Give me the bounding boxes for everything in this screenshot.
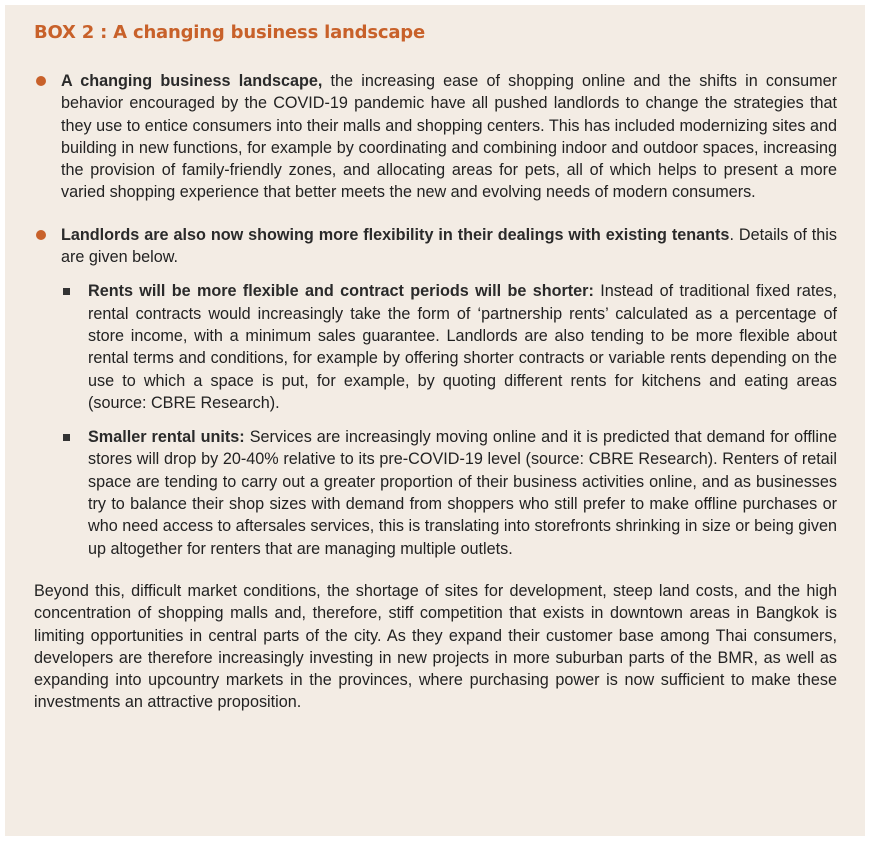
bullet-paragraph <box>61 70 837 204</box>
bullet-item <box>34 70 837 204</box>
sub-bullet-list <box>61 280 837 560</box>
square-bullet-icon <box>63 434 70 441</box>
bullet-list <box>34 70 837 560</box>
bullet-dot-icon <box>36 230 46 240</box>
bullet-text: the increasing ease of shopping online and the shifts in consumer behavior encouraged by the COVID-19 pandemic have all pushed landlords to change the strategies that they use to entice consumers into their malls and shopping centers. This has included modernizing sites and building in new functions, for example by coordinating and combining indoor and outdoor spaces, increasing the provision of family-friendly zones, and allocating areas for pets, all of which helps to present a more varied shopping experience that better meets the new and evolving needs of modern consumers. <box>61 72 837 202</box>
box-title: BOX 2 : A changing business landscape <box>34 22 425 43</box>
bullet-lead: A changing business landscape, <box>61 72 323 90</box>
closing-paragraph: Beyond this, difficult market conditions, the shortage of sites for development, steep land costs, and the high concentration of shopping malls and, therefore, stiff competition that exists in downtown areas in Bangkok is limiting opportunities in central parts of the city. As they expand their customer base among Thai consumers, developers are therefore increasingly investing in new projects in more suburban parts of the BMR, as well as expanding into upcountry markets in the provinces, where purchasing power is now sufficient to make these investments an attractive proposition. <box>34 581 837 712</box>
bullet-lead: Landlords are also now showing more flexibility in their dealings with existing tenants <box>61 225 730 244</box>
sub-bullet-text: Instead of traditional fixed rates, rental contracts would increasingly take the form of ‘partnership rents’ calculated as a percentage of store income, with a minimum sales guarantee. Landlords are also tending to be more flexible about rental terms and conditions, for example by offering shorter contracts or variable rents depending on the use to which a space is put, for example, by quoting different rents for kitchens and eating areas (source: CBRE Research). <box>88 282 837 412</box>
sub-bullet-item <box>61 426 837 560</box>
sub-bullet-paragraph <box>88 280 837 414</box>
bullet-item <box>34 224 837 560</box>
sub-bullet-lead: Smaller rental units: <box>88 428 245 447</box>
bullet-text: . Details of this are given below. <box>61 225 837 267</box>
bullet-dot-icon <box>36 76 46 86</box>
bullet-paragraph <box>61 224 837 269</box>
sub-bullet-paragraph <box>88 426 837 560</box>
sub-bullet-lead: Rents will be more flexible and contract periods will be shorter: <box>88 282 594 301</box>
info-box <box>5 5 865 836</box>
sub-bullet-item <box>61 280 837 414</box>
square-bullet-icon <box>63 288 70 295</box>
sub-bullet-text: Services are increasingly moving online and it is predicted that demand for offline stores will drop by 20-40% relative to its pre-COVID-19 level (source: CBRE Research). Renters of retail space are tending to carry out a greater proportion of their business activities online, and as businesses try to balance their shop sizes with demand from shoppers who still prefer to make offline purchases or who need access to aftersales services, this is translating into storefronts shrinking in size or being given up altogether for renters that are managing multiple outlets. <box>88 428 838 558</box>
